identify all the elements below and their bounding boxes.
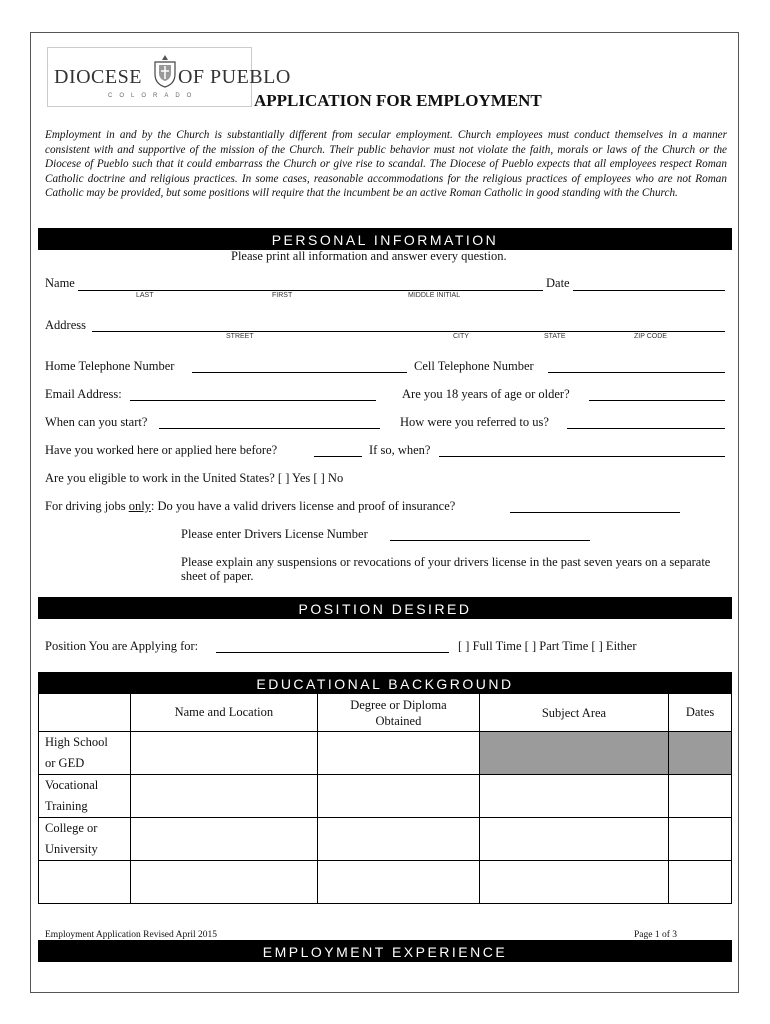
address-sub-street: STREET (226, 333, 254, 340)
home-phone-label: Home Telephone Number (45, 359, 175, 373)
address-sub-city: CITY (453, 333, 469, 340)
employment-type-options[interactable]: [ ] Full Time [ ] Part Time [ ] Either (458, 639, 637, 653)
column-degree: Degree or Diploma Obtained (318, 694, 480, 732)
column-subject-area: Subject Area (479, 694, 668, 732)
dates-cell[interactable] (669, 861, 732, 904)
cell-phone-field[interactable] (548, 372, 725, 373)
explain-text: Please explain any suspensions or revocations of your drivers license in the past seven years on a separate sheet of paper. (181, 555, 711, 583)
column-name-location: Name and Location (130, 694, 317, 732)
age-label: Are you 18 years of age or older? (402, 387, 570, 401)
date-label: Date (546, 276, 570, 290)
degree-cell[interactable] (318, 732, 480, 775)
start-label: When can you start? (45, 415, 148, 429)
license-field[interactable] (390, 540, 590, 541)
column-dates: Dates (669, 694, 732, 732)
subject-area-cell[interactable] (479, 861, 668, 904)
employment-experience-header: EMPLOYMENT EXPERIENCE (38, 940, 732, 962)
if-so-field[interactable] (439, 456, 725, 457)
diocese-seal-icon (151, 54, 179, 88)
page-title: APPLICATION FOR EMPLOYMENT (254, 91, 542, 110)
name-location-cell[interactable] (130, 861, 317, 904)
table-row (39, 732, 732, 775)
education-table (38, 693, 732, 904)
degree-cell[interactable] (318, 775, 480, 818)
position-applying-label: Position You are Applying for: (45, 639, 199, 653)
eligible-question[interactable]: Are you eligible to work in the United States? [ ] Yes [ ] No (45, 471, 344, 485)
position-field[interactable] (216, 652, 449, 653)
name-sub-first: FIRST (272, 292, 293, 299)
home-phone-field[interactable] (192, 372, 407, 373)
cell-phone-label: Cell Telephone Number (414, 359, 534, 373)
address-label: Address (45, 318, 86, 332)
logo-text: DIOCESE OF PUEBLO (54, 66, 291, 88)
row-label: Vocational Training (45, 778, 99, 813)
dates-cell-shaded (669, 732, 732, 775)
name-location-cell[interactable] (130, 732, 317, 775)
start-field[interactable] (159, 428, 380, 429)
table-row (39, 775, 732, 818)
address-field[interactable] (92, 331, 725, 332)
instruction-text: Please print all information and answer every question. (231, 249, 507, 263)
if-so-label: If so, when? (369, 443, 431, 457)
degree-cell[interactable] (318, 818, 480, 861)
intro-paragraph: Employment in and by the Church is substantially different from secular employment. Church employees must conduct themselves in a manner consistent with and supportive of the mission of the Church. Their public behavior must not violate the faith, morals or laws of the Church or the Diocese of Pueblo such that it could embarrass the Church or give rise to scandal. The Diocese of Pueblo expects that all employees respect Roman Catholic doctrine and religious practices. In some cases, reasonable accommodations for the religious practices of employees who are not Roman Catholic may be provided, but some positions will require that the incumbent be an active Roman Catholic in good standing with the Church. (45, 129, 727, 199)
footer-revised: Employment Application Revised April 2015 (45, 930, 218, 940)
name-sub-middle: MIDDLE INITIAL (408, 292, 461, 299)
row-label-cell (39, 818, 131, 861)
date-field[interactable] (573, 290, 725, 291)
diocese-logo (47, 47, 291, 107)
name-label: Name (45, 276, 75, 290)
logo-subtitle: COLORADO (108, 93, 199, 99)
driving-only-text: only (128, 499, 151, 513)
personal-information-header: PERSONAL INFORMATION (38, 228, 732, 250)
row-label-cell (39, 861, 131, 904)
address-sub-state: STATE (544, 333, 566, 340)
table-row (39, 818, 732, 861)
subject-area-cell[interactable] (479, 775, 668, 818)
email-label: Email Address: (45, 387, 122, 401)
row-label-cell (39, 775, 131, 818)
worked-before-label: Have you worked here or applied here before? (45, 443, 278, 457)
age-field[interactable] (589, 400, 725, 401)
education-header-row (39, 694, 732, 732)
address-sub-zip: ZIP CODE (634, 333, 667, 340)
dates-cell[interactable] (669, 818, 732, 861)
referred-label: How were you referred to us? (400, 415, 549, 429)
name-location-cell[interactable] (130, 818, 317, 861)
degree-cell[interactable] (318, 861, 480, 904)
row-label: College or University (45, 821, 98, 856)
subject-area-cell-shaded (479, 732, 668, 775)
subject-area-cell[interactable] (479, 818, 668, 861)
name-location-cell[interactable] (130, 775, 317, 818)
row-label-cell (39, 732, 131, 775)
driving-insurance-field[interactable] (510, 512, 680, 513)
name-sub-last: LAST (136, 292, 154, 299)
worked-before-field[interactable] (314, 456, 362, 457)
dates-cell[interactable] (669, 775, 732, 818)
table-row (39, 861, 732, 904)
email-field[interactable] (130, 400, 376, 401)
row-label: High School or GED (45, 735, 108, 770)
name-field[interactable] (78, 290, 543, 291)
driving-question: For driving jobs only: Do you have a valid drivers license and proof of insurance? (45, 499, 456, 513)
position-desired-header: POSITION DESIRED (38, 597, 732, 619)
education-corner-cell (39, 694, 131, 732)
education-header: EDUCATIONAL BACKGROUND (38, 672, 732, 694)
footer-page-number: Page 1 of 3 (634, 930, 678, 940)
license-label: Please enter Drivers License Number (181, 527, 368, 541)
referred-field[interactable] (567, 428, 725, 429)
